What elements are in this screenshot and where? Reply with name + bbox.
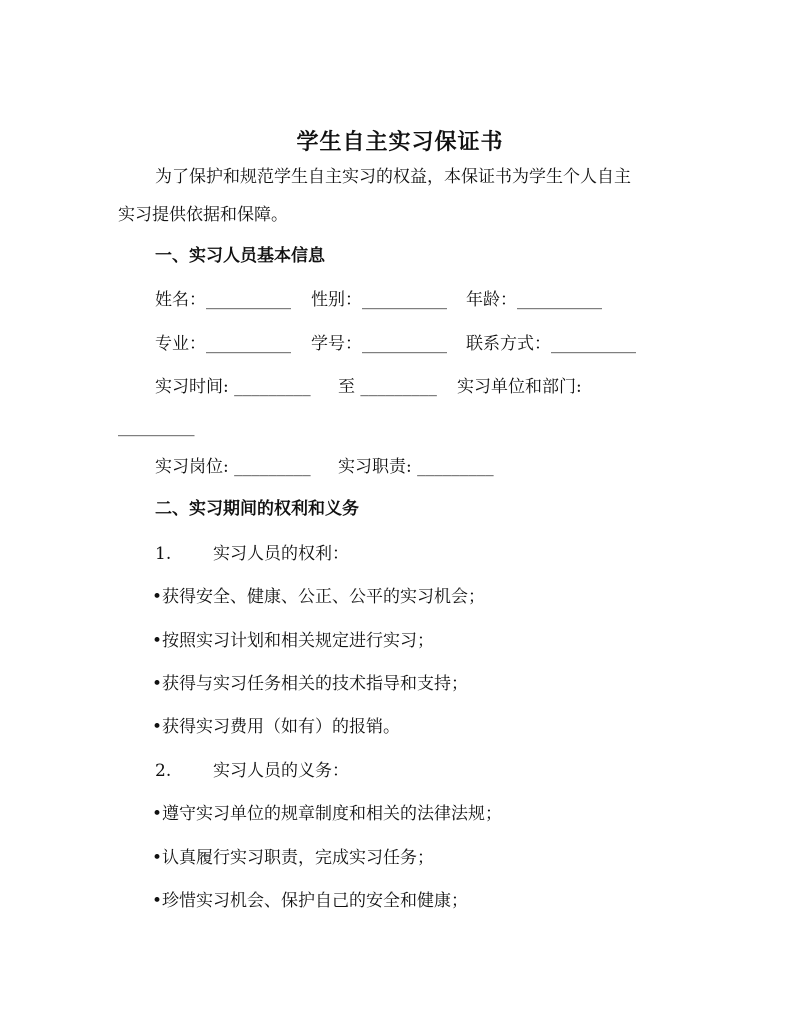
- bullet-item: [152, 630, 434, 652]
- list-number: 1.: [155, 544, 172, 564]
- bullet-icon: •: [152, 587, 163, 607]
- list-number: 2.: [155, 761, 172, 781]
- bullet-icon: •: [152, 848, 163, 868]
- bullet-item: [152, 847, 434, 869]
- section-2-heading: 二、实习期间的权利和义务: [155, 499, 359, 519]
- bullet-item: [152, 586, 485, 608]
- bullet-text: 按照实习计划和相关规定进行实习；: [162, 631, 434, 651]
- list-item-1: [155, 543, 349, 565]
- bullet-item: [152, 673, 468, 695]
- bullet-text: 获得安全、健康、公正、公平的实习机会；: [162, 587, 485, 607]
- name-field: 姓名：__________: [155, 290, 291, 310]
- list-label: 实习人员的权利：: [213, 544, 349, 564]
- list-label: 实习人员的义务：: [213, 761, 349, 781]
- internship-position-field: 实习岗位: _________: [155, 457, 311, 477]
- bullet-item: [152, 803, 502, 825]
- intro-paragraph-line-1: 为了保护和规范学生自主实习的权益，本保证书为学生个人自主: [155, 167, 631, 187]
- bullet-text: 认真履行实习职责，完成实习任务；: [162, 848, 434, 868]
- bullet-icon: •: [152, 717, 163, 737]
- bullet-item: [152, 716, 400, 738]
- list-item-2: [155, 760, 349, 782]
- bullet-text: 获得与实习任务相关的技术指导和支持；: [162, 674, 468, 694]
- contact-field: 联系方式：__________: [466, 334, 636, 354]
- bullet-text: 获得实习费用（如有）的报销。: [162, 717, 400, 737]
- age-field: 年龄：__________: [466, 290, 602, 310]
- internship-start-field: 实习时间: _________: [155, 377, 311, 397]
- internship-end-field: 至 _________: [338, 377, 437, 397]
- bullet-item: [152, 890, 468, 912]
- internship-unit-field: _________: [118, 417, 195, 437]
- bullet-icon: •: [152, 804, 163, 824]
- bullet-icon: •: [152, 631, 163, 651]
- intro-paragraph-line-2: 实习提供依据和保障。: [118, 205, 288, 225]
- gender-field: 性别：__________: [311, 290, 447, 310]
- student-id-field: 学号：__________: [311, 334, 447, 354]
- major-field: 专业：__________: [155, 334, 291, 354]
- bullet-icon: •: [152, 674, 163, 694]
- bullet-text: 珍惜实习机会、保护自己的安全和健康；: [162, 891, 468, 911]
- bullet-text: 遵守实习单位的规章制度和相关的法律法规；: [162, 804, 502, 824]
- document-title: 学生自主实习保证书: [296, 129, 504, 155]
- bullet-icon: •: [152, 891, 163, 911]
- internship-duty-field: 实习职责: _________: [338, 457, 494, 477]
- internship-unit-label: 实习单位和部门:: [457, 377, 582, 397]
- section-1-heading: 一、实习人员基本信息: [155, 246, 325, 266]
